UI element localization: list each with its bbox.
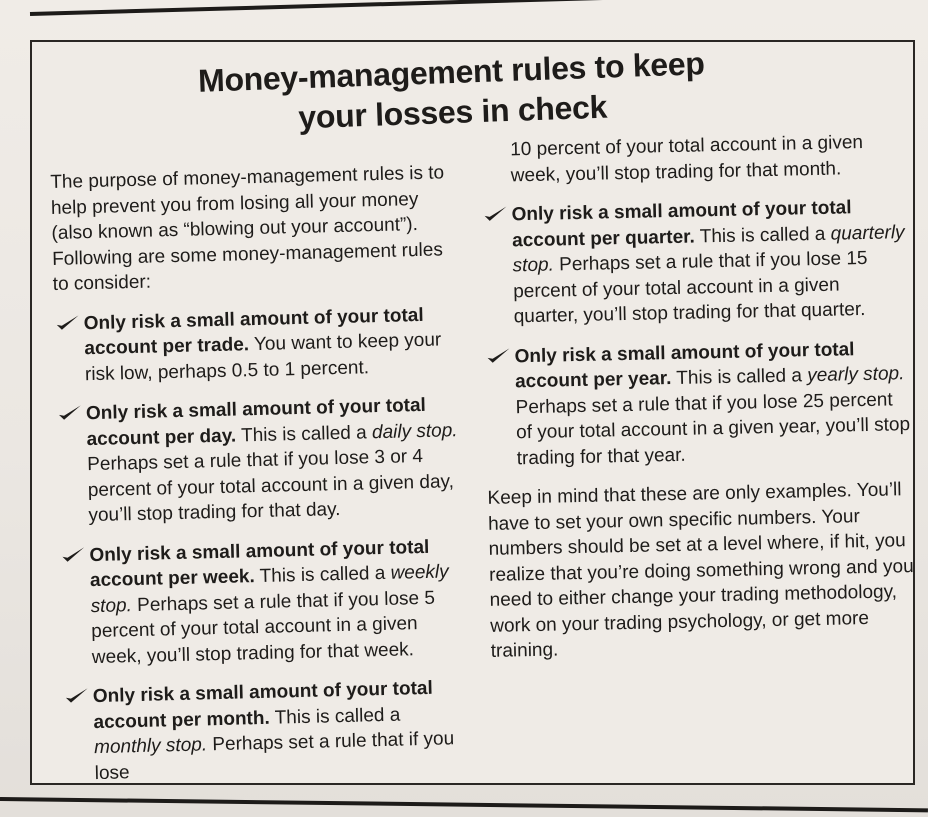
checkmark-icon — [483, 203, 507, 223]
sidebar-title — [171, 42, 733, 141]
rule-lead: Only risk a small amount of your total account per month. — [92, 677, 434, 733]
sidebar-box — [30, 40, 915, 785]
checkmark-icon — [58, 402, 82, 423]
checkmark-icon — [65, 685, 89, 706]
rule-text: This is called a — [269, 704, 401, 729]
rule-lead: Only risk a small amount of your total account per quarter. — [511, 197, 852, 251]
checkmark-icon — [55, 312, 79, 333]
rule-lead: Only risk a small amount of your total account per day. — [85, 394, 427, 450]
rule-term: weekly stop. — [90, 561, 449, 617]
bottom-rule — [0, 797, 928, 812]
rule-text: This is called a — [235, 421, 373, 447]
rule-per-month — [63, 675, 470, 787]
rule-per-year — [484, 336, 912, 472]
rule-term: daily stop. — [371, 419, 458, 443]
month-rule-continuation: 10 percent of your total account in a given week, you’ll stop trading for that month. — [510, 131, 864, 186]
checkmark-icon — [61, 544, 85, 565]
rule-text: Perhaps set a rule that if you lose 5 percent of your total account in a given week, you’ll stop trading for that week. — [91, 587, 436, 668]
rule-per-quarter — [481, 194, 909, 330]
rule-term: quarterly stop. — [512, 221, 905, 277]
rule-lead: Only risk a small amount of your total account per year. — [514, 338, 855, 393]
rule-per-day — [56, 392, 464, 529]
rule-lead: Only risk a small amount of your total account per week. — [89, 536, 430, 592]
rule-text: Perhaps set a rule that if you lose 3 or 4 percent of your total account in a given day, you’ll stop trading for that day. — [86, 445, 455, 527]
closing-paragraph: Keep in mind that these are only examples. You’ll have to set your own specific numbers. Your numbers should be set at a level where, if hit, you realize that you’re doing something wrong and you need to either change your trading methodology, work on your trading psychology, or get more training. — [487, 479, 914, 662]
title-line-2: your losses in check — [297, 88, 608, 136]
rule-text: You want to keep your risk low, perhaps 0.5 to 1 percent. — [84, 329, 442, 385]
rule-term: monthly stop. — [93, 734, 208, 759]
title-line-1: Money-management rules to keep — [197, 45, 706, 99]
rule-per-week — [59, 533, 467, 670]
intro-paragraph: The purpose of money-management rules is to help prevent you from losing all your money (also known as “blowing out your account”). Following are some money-management rules to consider: — [50, 162, 445, 295]
left-column — [50, 160, 470, 801]
rule-text: Perhaps set a rule that if you lose — [94, 728, 455, 784]
rule-text: This is called a — [254, 562, 391, 588]
right-column — [480, 129, 916, 678]
rule-text: This is called a — [694, 223, 831, 248]
rule-term: yearly stop. — [807, 363, 905, 387]
rule-per-trade — [53, 302, 460, 388]
rule-text: This is called a — [671, 365, 808, 390]
checkmark-icon — [486, 345, 510, 365]
top-rule — [30, 0, 920, 16]
rule-lead: Only risk a small amount of your total account per trade. — [83, 304, 424, 360]
rule-text: Perhaps set a rule that if you lose 25 percent of your total account in a given year, you’ll stop trading for that year. — [515, 388, 911, 469]
rule-text: Perhaps set a rule that if you lose 15 percent of your total account in a given quarter, you’ll stop trading for that quarter. — [512, 247, 868, 328]
